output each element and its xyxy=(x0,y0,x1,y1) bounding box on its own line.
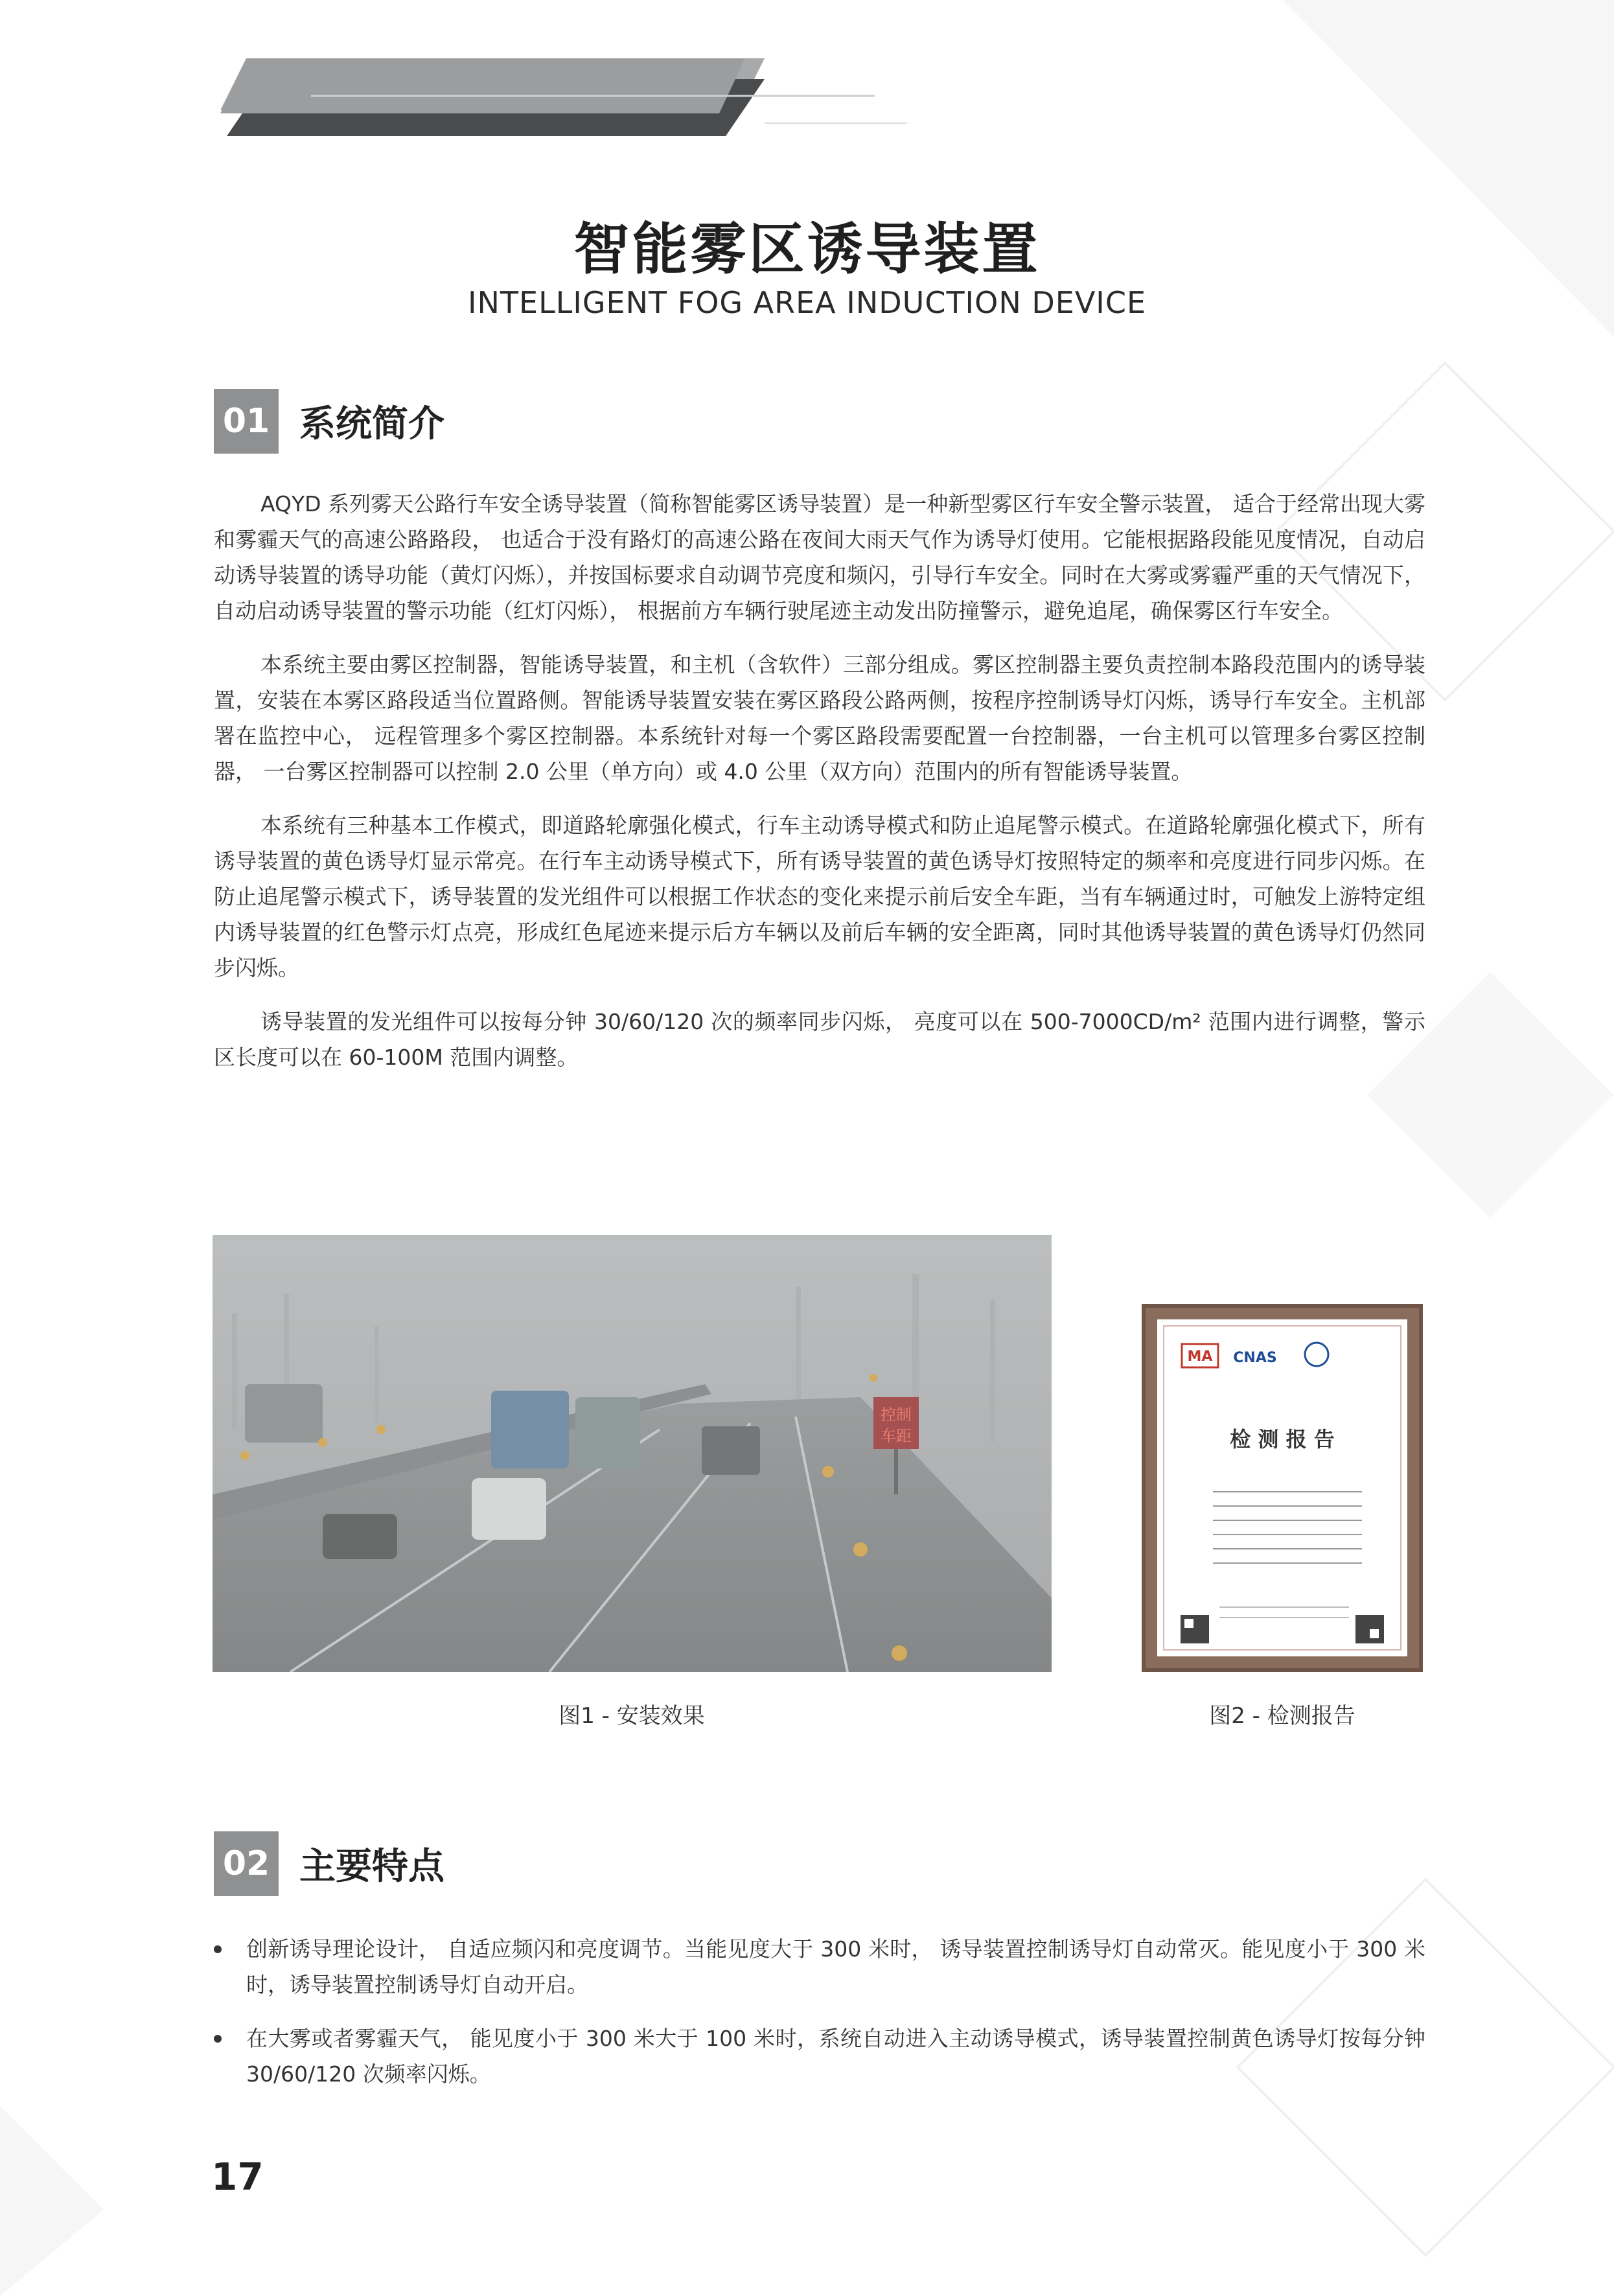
section-1-number: 01 xyxy=(214,389,279,454)
figure-1-caption: 图1 - 安装效果 xyxy=(559,1703,705,1729)
certificate-heading: 检 测 报 告 xyxy=(1230,1427,1335,1452)
test-report-certificate xyxy=(1142,1304,1423,1672)
section-1-body xyxy=(214,486,1425,1093)
feature-text: 创新诱导理论设计， 自适应频闪和亮度调节。当能见度大于 300 米时， 诱导装置控制诱导灯自动常灭。能见度小于 300 米时，诱导装置控制诱导灯自动开启。 xyxy=(246,1936,1425,1997)
paragraph: 本系统主要由雾区控制器，智能诱导装置，和主机（含软件）三部分组成。雾区控制器主要负责控制本路段范围内的诱导装置，安装在本雾区路段适当位置路侧。智能诱导装置安装在雾区路段公路两侧，按程序控制诱导灯闪烁，诱导行车安全。主机部署在监控中心， 远程管理多个雾区控制器。本系统针对每一个雾区路段需要配置一台控制器，一台主机可以管理多台雾区控制器， 一台雾区控制器可以控制 2.0 公里（单方向）或 4.0 公里（双方向）范围内的所有智能诱导装置。 xyxy=(214,652,1425,784)
section-2-header xyxy=(214,1831,444,1896)
page-subtitle: INTELLIGENT FOG AREA INDUCTION DEVICE xyxy=(467,285,1147,320)
section-2-number: 02 xyxy=(214,1831,279,1896)
list-item xyxy=(214,1931,1425,2002)
svg-text:车距: 车距 xyxy=(881,1427,912,1445)
feature-text: 在大雾或者雾霾天气， 能见度小于 300 米大于 100 米时，系统自动进入主动诱导模式，诱导装置控制黄色诱导灯按每分钟 30/60/120 次频率闪烁。 xyxy=(246,2026,1425,2087)
paragraph: 诱导装置的发光组件可以按每分钟 30/60/120 次的频率同步闪烁， 亮度可以在 500-7000CD/m² 范围内进行调整，警示区长度可以在 60-100M 范围内调整。 xyxy=(214,1009,1425,1070)
features-list xyxy=(214,1931,1425,2110)
bullet-icon xyxy=(214,2035,222,2043)
svg-text:MA: MA xyxy=(1187,1349,1213,1365)
svg-text:CNAS: CNAS xyxy=(1233,1350,1277,1366)
section-2-title: 主要特点 xyxy=(299,1846,444,1888)
warning-sign-text: 控制 xyxy=(881,1406,912,1424)
list-item xyxy=(214,2021,1425,2092)
bullet-icon xyxy=(214,1945,222,1953)
installation-photo xyxy=(213,1235,1052,1672)
page-number: 17 xyxy=(211,2155,264,2199)
figure-2-caption: 图2 - 检测报告 xyxy=(1209,1703,1355,1729)
section-1-title: 系统简介 xyxy=(299,403,444,445)
paragraph: 本系统有三种基本工作模式，即道路轮廓强化模式，行车主动诱导模式和防止追尾警示模式。在道路轮廓强化模式下，所有诱导装置的黄色诱导灯显示常亮。在行车主动诱导模式下，所有诱导装置的黄色诱导灯按照特定的频率和亮度进行同步闪烁。在防止追尾警示模式下，诱导装置的发光组件可以根据工作状态的变化来提示前后安全车距，当有车辆通过时，可触发上游特定组内诱导装置的红色警示灯点亮，形成红色尾迹来提示后方车辆以及前后车辆的安全距离，同时其他诱导装置的黄色诱导灯仍然同步闪烁。 xyxy=(214,813,1425,980)
paragraph: AQYD 系列雾天公路行车安全诱导装置（简称智能雾区诱导装置）是一种新型雾区行车安全警示装置， 适合于经常出现大雾和雾霾天气的高速公路路段， 也适合于没有路灯的高速公路在夜间大雨天气作为诱导灯使用。它能根据路段能见度情况，自动启动诱导装置的诱导功能（黄灯闪烁），并按国标要求自动调节亮度和频闪，引导行车安全。同时在大雾或雾霾严重的天气情况下， 自动启动诱导装置的警示功能（红灯闪烁）， 根据前方车辆行驶尾迹主动发出防撞警示，避免追尾，确保雾区行车安全。 xyxy=(214,491,1425,623)
page-title: 智能雾区诱导装置 xyxy=(573,217,1041,282)
section-1-header xyxy=(214,389,444,454)
header-bars-decoration xyxy=(207,58,907,143)
